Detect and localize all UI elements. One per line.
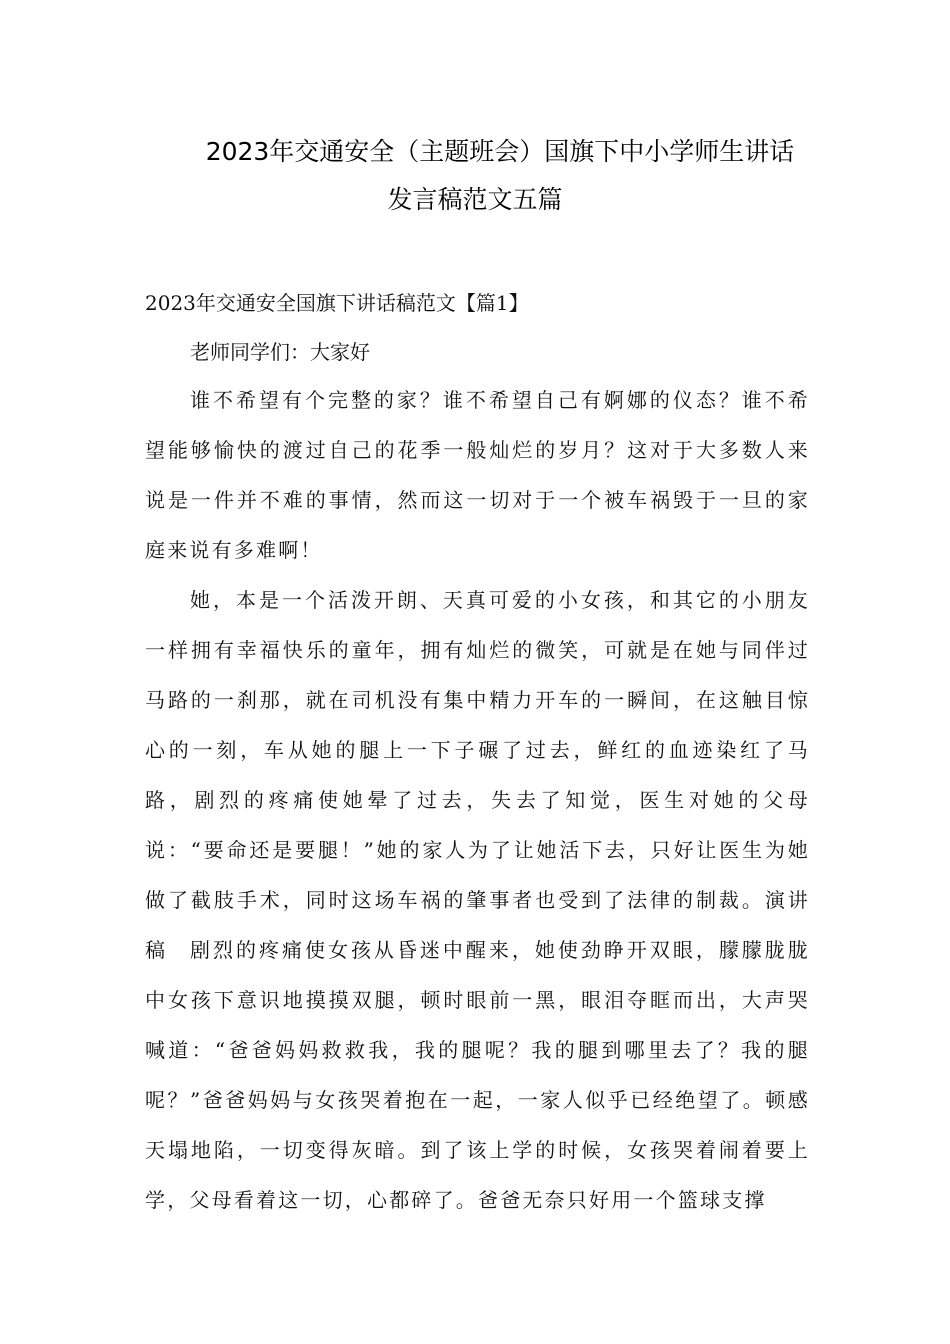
document-title-line-2: 发言稿范文五篇 — [387, 185, 563, 214]
paragraph-2: 她，本是一个活泼开朗、天真可爱的小女孩，和其它的小朋友一样拥有幸福快乐的童年，拥有灿烂的微笑，可就是在她与同伴过马路的一刹那，就在司机没有集中精力开车的一瞬间，在这触目惊心的一刻，车从她的腿上一下子碾了过去，鲜红的血迹染红了马路，剧烈的疼痛使她晕了过去，失去了知觉，医生对她的父母说：“要命还是要腿！”她的家人为了让她活下去，只好让医生为她做了截肢手术，同时这场车祸的肇事者也受到了法律的制裁。演讲稿 — [145, 588, 810, 962]
paragraph-1: 谁不希望有个完整的家？谁不希望自己有婀娜的仪态？谁不希望能够愉快的渡过自己的花季一般灿烂的岁月？这对于大多数人来说是一件并不难的事情，然而这一切对于一个被车祸毁于一旦的家庭来说有多难啊！ — [145, 388, 810, 562]
paragraph-3: 剧烈的疼痛使女孩从昏迷中醒来，她使劲睁开双眼，朦朦胧胧中女孩下意识地摸摸双腿，顿时眼前一黑，眼泪夺眶而出，大声哭喊道：“爸爸妈妈救救我，我的腿呢？我的腿到哪里去了？我的腿呢？”爸爸妈妈与女孩哭着抱在一起，一家人似乎已经绝望了。顿感天塌地陷，一切变得灰暗。到了该上学的时候，女孩哭着闹着要上学，父母看着这一切，心都碎了。爸爸无奈只好用一个篮球支撑 — [145, 938, 810, 1212]
section-heading: 2023年交通安全国旗下讲话稿范文【篇1】 — [145, 291, 529, 315]
greeting: 老师同学们：大家好 — [190, 340, 370, 364]
document-title-line-1: 2023年交通安全（主题班会）国旗下中小学师生讲话 — [205, 137, 795, 166]
